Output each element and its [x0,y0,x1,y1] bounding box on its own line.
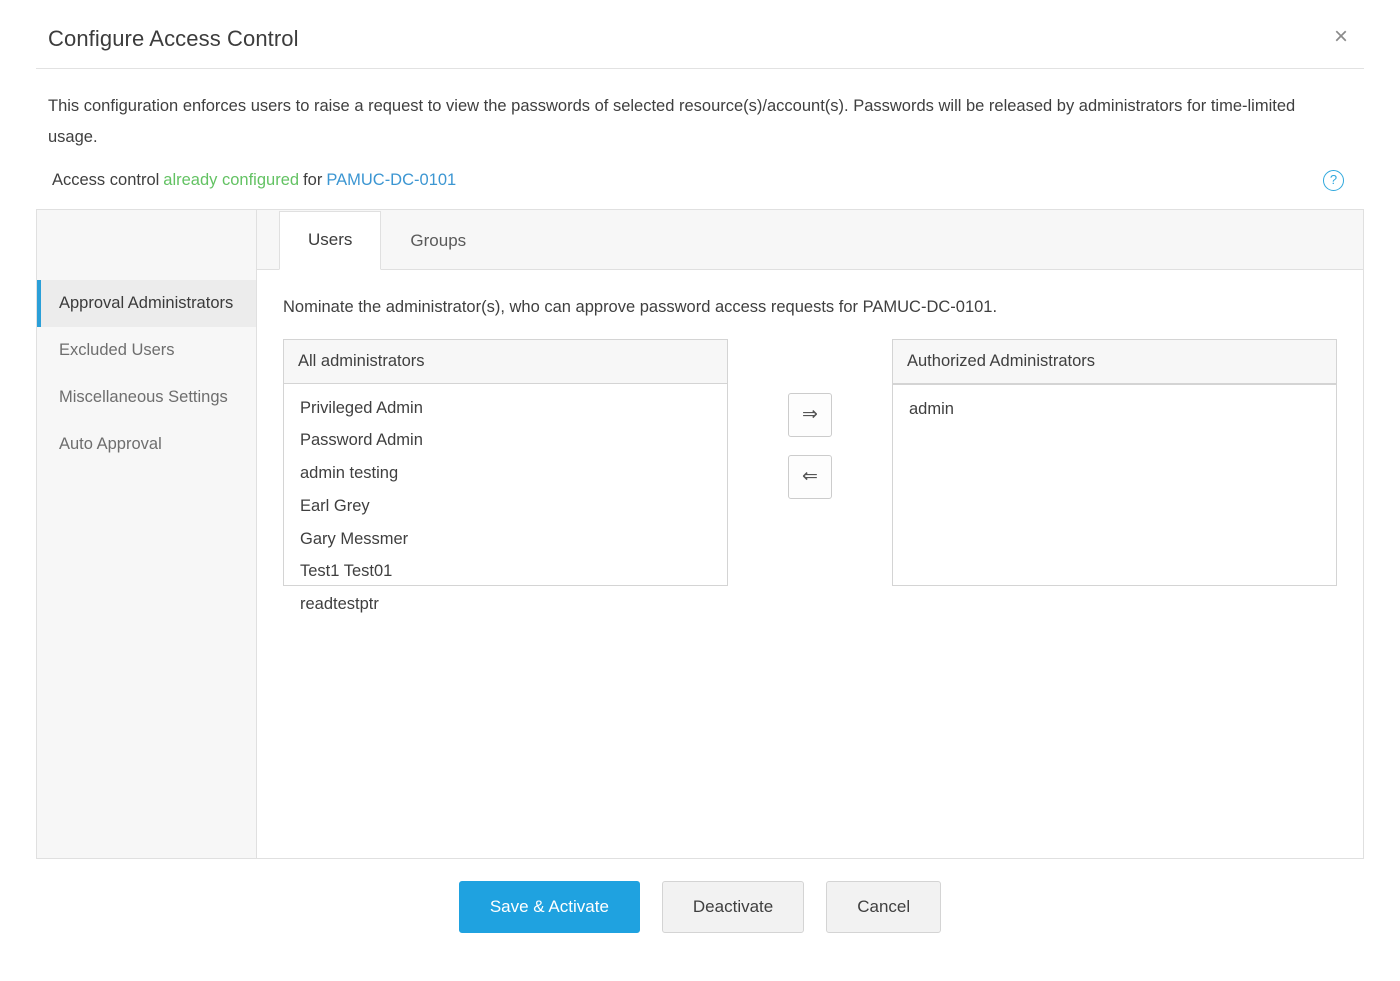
list-item[interactable]: Gary Messmer [300,529,409,548]
access-control-status [52,170,1352,191]
transfer-buttons [788,393,832,499]
authorized-administrators-header: Authorized Administrators [892,339,1337,384]
list-item[interactable]: admin testing [300,464,399,483]
cancel-button[interactable]: Cancel [826,881,941,933]
authorized-administrators-box [892,339,1337,586]
list-item[interactable]: Privileged Admin [300,398,423,417]
all-administrators-list[interactable] [283,384,728,613]
move-left-button[interactable]: ⇐ [788,455,832,499]
sidebar-item-miscellaneous-settings[interactable]: Miscellaneous Settings [59,387,228,406]
sidebar-item-approval-administrators[interactable]: Approval Administrators [37,280,256,327]
dialog-header [36,0,1364,69]
status-highlight: already configured [163,170,300,189]
tab-groups[interactable]: Groups [410,230,467,250]
save-and-activate-button[interactable]: Save & Activate [459,881,640,933]
help-icon[interactable]: ? [1323,170,1344,191]
list-item[interactable]: admin [909,399,954,418]
all-administrators-box [283,339,728,613]
tab-bar [257,210,1363,270]
admin-picker [283,339,1337,613]
status-middle: for [303,170,323,189]
list-item[interactable]: Password Admin [300,431,423,450]
sidebar-item-auto-approval[interactable]: Auto Approval [59,434,162,453]
page-title: Configure Access Control [48,26,299,51]
authorized-administrators-list[interactable] [892,384,1337,586]
dialog-description: This configuration enforces users to raise a request to view the passwords of selected resource(s)/account(s). Passwords will be released by administrators for time-limited usage. [48,97,1296,147]
list-item[interactable]: Earl Grey [300,496,370,515]
list-item[interactable]: readtestptr [300,595,379,613]
all-administrators-header: All administrators [283,339,728,384]
tab-users[interactable]: Users [279,211,381,270]
deactivate-button[interactable]: Deactivate [662,881,804,933]
settings-panel [36,209,1364,859]
nominate-instruction: Nominate the administrator(s), who can approve password access requests for PAMUC-DC-0101. [283,297,998,316]
status-resource-link[interactable]: PAMUC-DC-0101 [326,170,457,189]
move-right-button[interactable]: ⇒ [788,393,832,437]
status-prefix: Access control [52,170,160,189]
users-tab-panel [257,270,1363,613]
settings-content [257,210,1363,858]
close-icon[interactable]: × [1330,26,1352,48]
dialog-footer [36,881,1364,933]
sidebar-item-excluded-users[interactable]: Excluded Users [59,340,175,359]
settings-sidebar [37,210,257,858]
list-item[interactable]: Test1 Test01 [300,562,393,581]
